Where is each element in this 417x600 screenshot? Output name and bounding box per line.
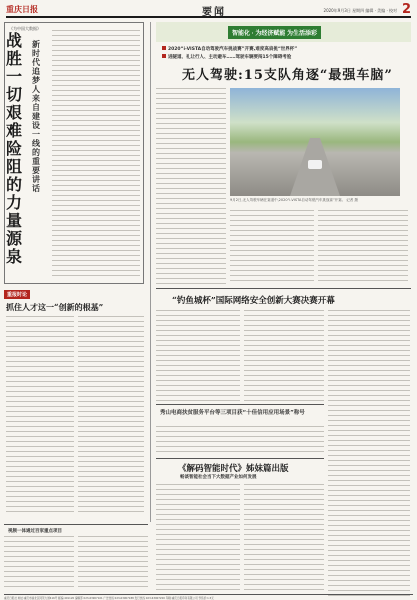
article4-title: 《解码智能时代》姊妹篇出版	[178, 464, 289, 474]
commentary-title: 抓住人才这一“创新的根基”	[6, 302, 104, 312]
page-number: 2	[401, 2, 411, 17]
brief-line-2: 进隧道、礼让行人、主动避车……驾驶车辆要闯15个障碍考验	[162, 54, 291, 60]
main-article-col2	[230, 210, 314, 284]
right-column-text	[328, 310, 410, 600]
article4-col2	[244, 484, 324, 590]
section-rule-left	[4, 524, 148, 525]
section-rule-2	[156, 404, 324, 405]
section-rule-3	[156, 458, 324, 459]
photo-caption: 9月2日,无人驾驶车辆在赛道中,2020“i-VISTA自动驾驶汽车挑战赛”开赛。 记者 摄	[230, 198, 358, 202]
main-article-col1	[156, 88, 226, 284]
article3-title: 秀山电商扶贫服务平台等三项目获“十佳信用应用场景”称号	[160, 410, 305, 416]
feature-body-text	[52, 30, 140, 280]
article2-col2	[244, 310, 324, 402]
article4-col1	[156, 484, 240, 590]
feature-big-title: 战胜一切艰难险阻的力量源泉	[6, 31, 23, 266]
issue-meta: 2020年9月3日 星期四 编辑 · 美编 · 校对	[323, 8, 397, 13]
section-rule-1	[156, 288, 411, 289]
bottom-left-title: 视频一体通过百家重点项目	[8, 529, 62, 534]
feature-sub-title: 新时代追梦人来自建设一线的重要讲话	[32, 39, 40, 193]
autonomous-car-photo	[230, 88, 400, 196]
masthead	[6, 4, 411, 18]
bottom-left-col2	[78, 536, 148, 590]
brief-line-1: 2020“i-VISTA自动驾驶汽车挑战赛”开赛,难度高肩挑“世界杯”	[162, 46, 297, 52]
article2-title: “钓鱼城杯”国际网络安全创新大赛决赛开幕	[172, 296, 335, 306]
column-divider	[150, 22, 151, 522]
commentary-label: 重报时论	[4, 290, 30, 299]
car-shape	[308, 160, 322, 169]
banner-badge: 智能化 · 为经济赋能 为生活添彩	[228, 26, 321, 39]
commentary-text-col2	[78, 316, 144, 516]
paper-name: 重庆日报	[6, 4, 38, 14]
feature-tag: 《为中国大数据》	[9, 26, 41, 31]
article2-col1	[156, 310, 240, 402]
article4-subtitle: 畅谈智能社会当下大数据产业如何发展	[180, 475, 257, 480]
section-banner	[156, 22, 411, 42]
bottom-left-col1	[4, 536, 74, 590]
commentary-text-col1	[6, 316, 74, 516]
section-title: 要闻	[202, 7, 226, 18]
article3-text	[156, 426, 324, 456]
page-footer: 重庆日报社 地址:重庆市渝北区同茂大道416号 邮编:401120 编辑部 023-63907101 广告热线 023-63907188 发行热线 023-63907200 印刷:重庆日报印务有限公司 零售价:1.5元	[4, 594, 413, 600]
main-article-col3	[318, 210, 408, 284]
main-headline: 无人驾驶:15支队角逐“最强车脑”	[182, 68, 393, 83]
